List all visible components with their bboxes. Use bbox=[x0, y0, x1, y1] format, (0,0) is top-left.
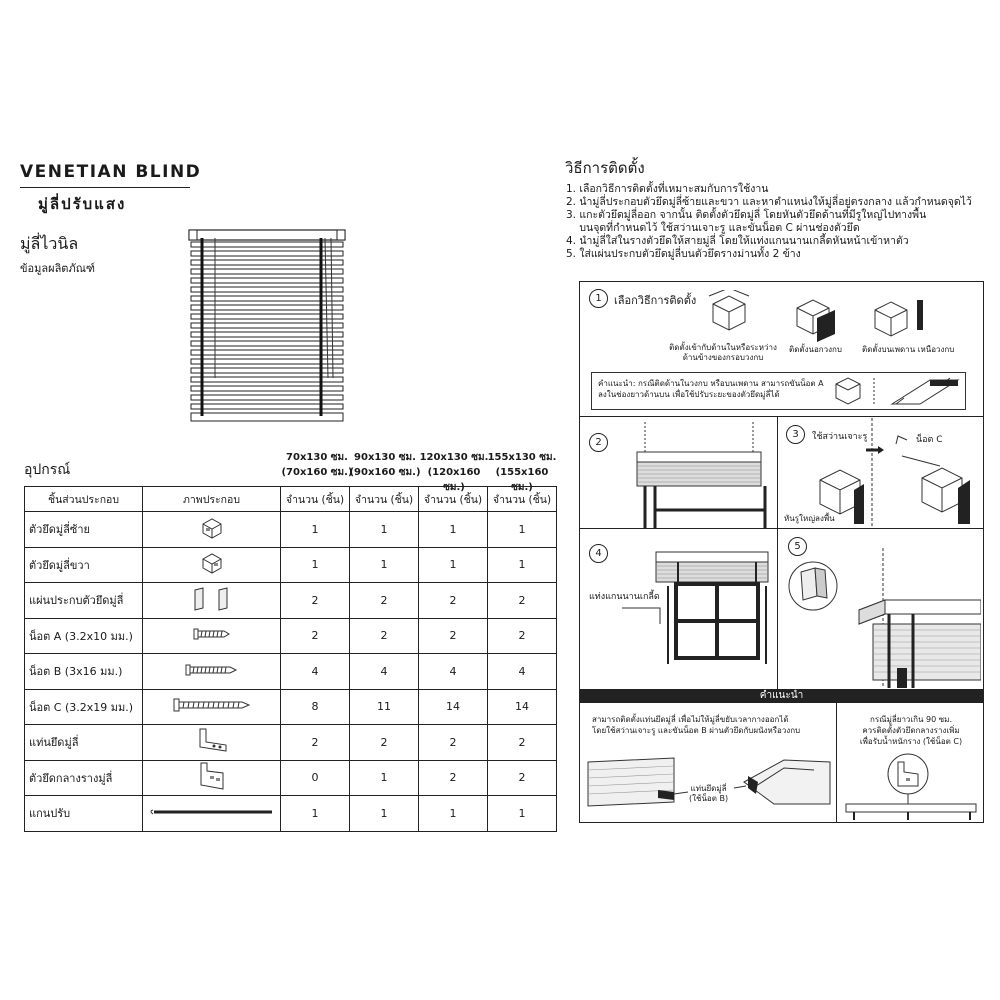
qty-cell: 4 bbox=[419, 654, 488, 690]
advice-line: เพื่อรับน้ำหนักราง (ใช้น็อต C) bbox=[859, 737, 963, 746]
part-name: น็อต C (3.2x19 มม.) bbox=[25, 689, 143, 725]
table-row bbox=[25, 725, 557, 761]
qty-cell: 2 bbox=[488, 760, 557, 796]
qty-cell: 2 bbox=[350, 583, 419, 619]
drill-label: ใช้สว่านเจาะรู bbox=[812, 432, 868, 442]
qty-cell: 8 bbox=[281, 689, 350, 725]
center-support-icon bbox=[195, 761, 229, 791]
step-number-5: 5 bbox=[788, 537, 807, 556]
qty-cell: 2 bbox=[488, 618, 557, 654]
instruction-step: บนจุดที่กำหนดไว้ ใช้สว่านเจาะรู และขันน็อต C ผ่านช่องตัวยึด bbox=[566, 222, 860, 234]
advice-line: ควรติดตั้งตัวยึดกลางรางเพิ่ม bbox=[862, 726, 960, 735]
qty-cell: 1 bbox=[281, 796, 350, 832]
part-name: แกนปรับ bbox=[25, 796, 143, 832]
column-header: จำนวน (ชิ้น) bbox=[419, 487, 488, 512]
screw-a-icon bbox=[192, 627, 232, 641]
table-row bbox=[25, 796, 557, 832]
qty-cell: 1 bbox=[350, 547, 419, 583]
advice-right-text bbox=[843, 714, 979, 747]
qty-cell: 1 bbox=[419, 796, 488, 832]
advice-label: แท่นยึดมู่ลี่ bbox=[690, 784, 727, 793]
qty-cell: 0 bbox=[281, 760, 350, 796]
wand-label: แท่งแกนนานเกลี้ด bbox=[589, 592, 660, 602]
option-outside-frame: ติดตั้งนอกวงกบ bbox=[789, 345, 842, 354]
column-header: จำนวน (ชิ้น) bbox=[350, 487, 419, 512]
title-divider bbox=[20, 187, 190, 188]
size-alt: (70x160 ซม.) bbox=[281, 467, 353, 478]
part-name: แผ่นประกบตัวยึดมู่ลี่ bbox=[25, 583, 143, 619]
qty-cell: 4 bbox=[350, 654, 419, 690]
screw-c-icon bbox=[172, 698, 252, 712]
qty-cell: 2 bbox=[281, 725, 350, 761]
option-inside-frame bbox=[664, 343, 782, 363]
table-row bbox=[25, 654, 557, 690]
equipment-label: อุปกรณ์ bbox=[24, 462, 71, 478]
qty-cell: 1 bbox=[488, 796, 557, 832]
advice-mount-label bbox=[689, 784, 728, 804]
divider bbox=[777, 529, 778, 689]
size-main: 120x130 ซม. bbox=[419, 452, 489, 463]
part-name: ตัวยึดมู่ลี่ขวา bbox=[25, 547, 143, 583]
product-info-label: ข้อมูลผลิตภัณฑ์ bbox=[20, 262, 96, 275]
part-name: น็อต A (3.2x10 มม.) bbox=[25, 618, 143, 654]
qty-cell: 1 bbox=[488, 512, 557, 548]
qty-cell: 1 bbox=[419, 512, 488, 548]
table-row bbox=[25, 512, 557, 548]
table-row bbox=[25, 760, 557, 796]
qty-cell: 1 bbox=[350, 512, 419, 548]
table-row bbox=[25, 618, 557, 654]
clip-plate-icon bbox=[189, 586, 235, 612]
advice-right-illustration bbox=[842, 752, 980, 820]
table-header-row bbox=[25, 487, 557, 512]
panel1-title: เลือกวิธีการติดตั้ง bbox=[614, 294, 697, 307]
advice-label: (ใช้น็อต B) bbox=[689, 794, 729, 803]
qty-cell: 1 bbox=[350, 796, 419, 832]
instruction-step: 4. นำมู่ลี่ใส่ในรางตัวยึดให้สายมู่ลี่ โดยให้แท่งแกนนานเกลี้ดหันหน้าเข้าหาตัว bbox=[566, 235, 909, 247]
right-bracket-icon bbox=[199, 551, 225, 575]
instruction-steps bbox=[566, 183, 972, 261]
qty-cell: 1 bbox=[281, 547, 350, 583]
size-header-70 bbox=[281, 450, 353, 480]
qty-cell: 4 bbox=[488, 654, 557, 690]
column-header: ภาพประกอบ bbox=[143, 487, 281, 512]
size-main: 155x130 ซม. bbox=[487, 452, 557, 463]
wand-icon bbox=[147, 806, 277, 818]
option-text: ติดตั้งเข้ากับด้านในหรือระหว่าง bbox=[669, 343, 777, 352]
instruction-step: 1. เลือกวิธีการติดตั้งที่เหมาะสมกับการใช้งาน bbox=[566, 183, 769, 195]
tip-illustration bbox=[830, 374, 962, 408]
large-hole-down-note: หันรูใหญ่ลงพื้น bbox=[784, 514, 835, 523]
instruction-step: 2. นำมู่ลี่ประกอบตัวยึดมู่ลี่ซ้ายและขวา และหาตำแหน่งให้มู่ลี่อยู่ตรงกลาง แล้วกำหนดจุดไว้ bbox=[566, 196, 972, 208]
title-english: VENETIAN BLIND bbox=[20, 162, 202, 182]
step-number-3: 3 bbox=[786, 425, 805, 444]
step5-illustration bbox=[785, 548, 981, 688]
size-alt: (120x160 ซม.) bbox=[427, 467, 481, 493]
qty-cell: 2 bbox=[419, 583, 488, 619]
divider bbox=[580, 528, 983, 529]
qty-cell: 2 bbox=[488, 583, 557, 619]
step4-illustration bbox=[620, 546, 772, 684]
qty-cell: 1 bbox=[281, 512, 350, 548]
screw-c-label: น็อต C bbox=[916, 435, 943, 445]
advice-left-illustration bbox=[584, 742, 834, 820]
size-alt: (90x160 ซม.) bbox=[349, 467, 421, 478]
instruction-step: 3. แกะตัวยึดมู่ลี่ออก จากนั้น ติดตั้งตัวยึดมู่ลี่ โดยหันตัวยึดด้านที่มีรูใหญ่ไปทางพื้น bbox=[566, 209, 927, 221]
advice-title-bar: คำแนะนำ bbox=[580, 689, 983, 703]
qty-cell: 1 bbox=[488, 547, 557, 583]
tip-text bbox=[598, 378, 824, 400]
advice-line: กรณีมู่ลี่ยาวเกิน 90 ซม. bbox=[870, 715, 952, 724]
tip-line: คำแนะนำ: กรณีติดด้านในวงกบ หรือบนเพดาน สามารถขันน็อต A bbox=[598, 379, 824, 388]
table-row bbox=[25, 689, 557, 725]
qty-cell: 2 bbox=[419, 618, 488, 654]
size-header-90 bbox=[349, 450, 421, 480]
part-name: ตัวยึดมู่ลี่ซ้าย bbox=[25, 512, 143, 548]
column-header: ชิ้นส่วนประกอบ bbox=[25, 487, 143, 512]
qty-cell: 2 bbox=[419, 760, 488, 796]
qty-cell: 2 bbox=[350, 618, 419, 654]
size-main: 90x130 ซม. bbox=[354, 452, 416, 463]
step-number-1: 1 bbox=[589, 289, 608, 308]
column-header: จำนวน (ชิ้น) bbox=[488, 487, 557, 512]
part-name: น็อต B (3x16 มม.) bbox=[25, 654, 143, 690]
part-name: แท่นยึดมู่ลี่ bbox=[25, 725, 143, 761]
venetian-blind-illustration bbox=[185, 228, 350, 433]
parts-table bbox=[24, 486, 557, 832]
tip-line: ลงในช่องยาวด้านบน เพื่อใช้ปรับระยะของตัวยึดมู่ลี่ได้ bbox=[598, 390, 780, 399]
divider bbox=[836, 703, 837, 822]
qty-cell: 1 bbox=[350, 760, 419, 796]
instructions-title: วิธีการติดตั้ง bbox=[565, 159, 645, 177]
step-number-2: 2 bbox=[589, 433, 608, 452]
qty-cell: 1 bbox=[419, 547, 488, 583]
advice-line: โดยใช้สว่านเจาะรู และขันน็อต B ผ่านตัวยึดกับผนังหรือวงกบ bbox=[592, 726, 801, 735]
size-alt: (155x160 ซม.) bbox=[495, 467, 549, 493]
qty-cell: 4 bbox=[281, 654, 350, 690]
qty-cell: 2 bbox=[281, 583, 350, 619]
qty-cell: 2 bbox=[488, 725, 557, 761]
qty-cell: 14 bbox=[488, 689, 557, 725]
option-text: ด้านข้างของกรอบวงกบ bbox=[682, 353, 764, 362]
screw-b-icon bbox=[184, 663, 240, 677]
title-thai: มู่ลี่ปรับแสง bbox=[38, 195, 127, 213]
qty-cell: 2 bbox=[350, 725, 419, 761]
mount-base-icon bbox=[192, 727, 232, 755]
advice-line: สามารถติดตั้งแท่นยึดมู่ลี่ เพื่อไม่ให้มู่ลี่ขยับเวลากางออกได้ bbox=[592, 715, 789, 724]
qty-cell: 14 bbox=[419, 689, 488, 725]
qty-cell: 2 bbox=[419, 725, 488, 761]
part-name: ตัวยึดกลางรางมู่ลี่ bbox=[25, 760, 143, 796]
table-row bbox=[25, 547, 557, 583]
qty-cell: 11 bbox=[350, 689, 419, 725]
divider bbox=[580, 416, 983, 417]
column-header: จำนวน (ชิ้น) bbox=[281, 487, 350, 512]
size-main: 70x130 ซม. bbox=[286, 452, 348, 463]
step2-illustration bbox=[625, 420, 777, 528]
mount-options-illustration bbox=[705, 290, 970, 342]
divider bbox=[777, 417, 778, 529]
instruction-step: 5. ใส่แผ่นประกบตัวยึดมู่ลี่บนตัวยึดรางม่านทั้ง 2 ข้าง bbox=[566, 248, 801, 260]
left-bracket-icon bbox=[199, 516, 225, 540]
table-row bbox=[25, 583, 557, 619]
step3-illustration bbox=[812, 418, 982, 526]
step-number-4: 4 bbox=[589, 544, 608, 563]
option-ceiling: ติดตั้งบนเพดาน เหนือวงกบ bbox=[862, 345, 955, 354]
qty-cell: 2 bbox=[281, 618, 350, 654]
advice-left-text bbox=[592, 714, 800, 736]
product-name: มู่ลี่ไวนิล bbox=[20, 234, 79, 253]
